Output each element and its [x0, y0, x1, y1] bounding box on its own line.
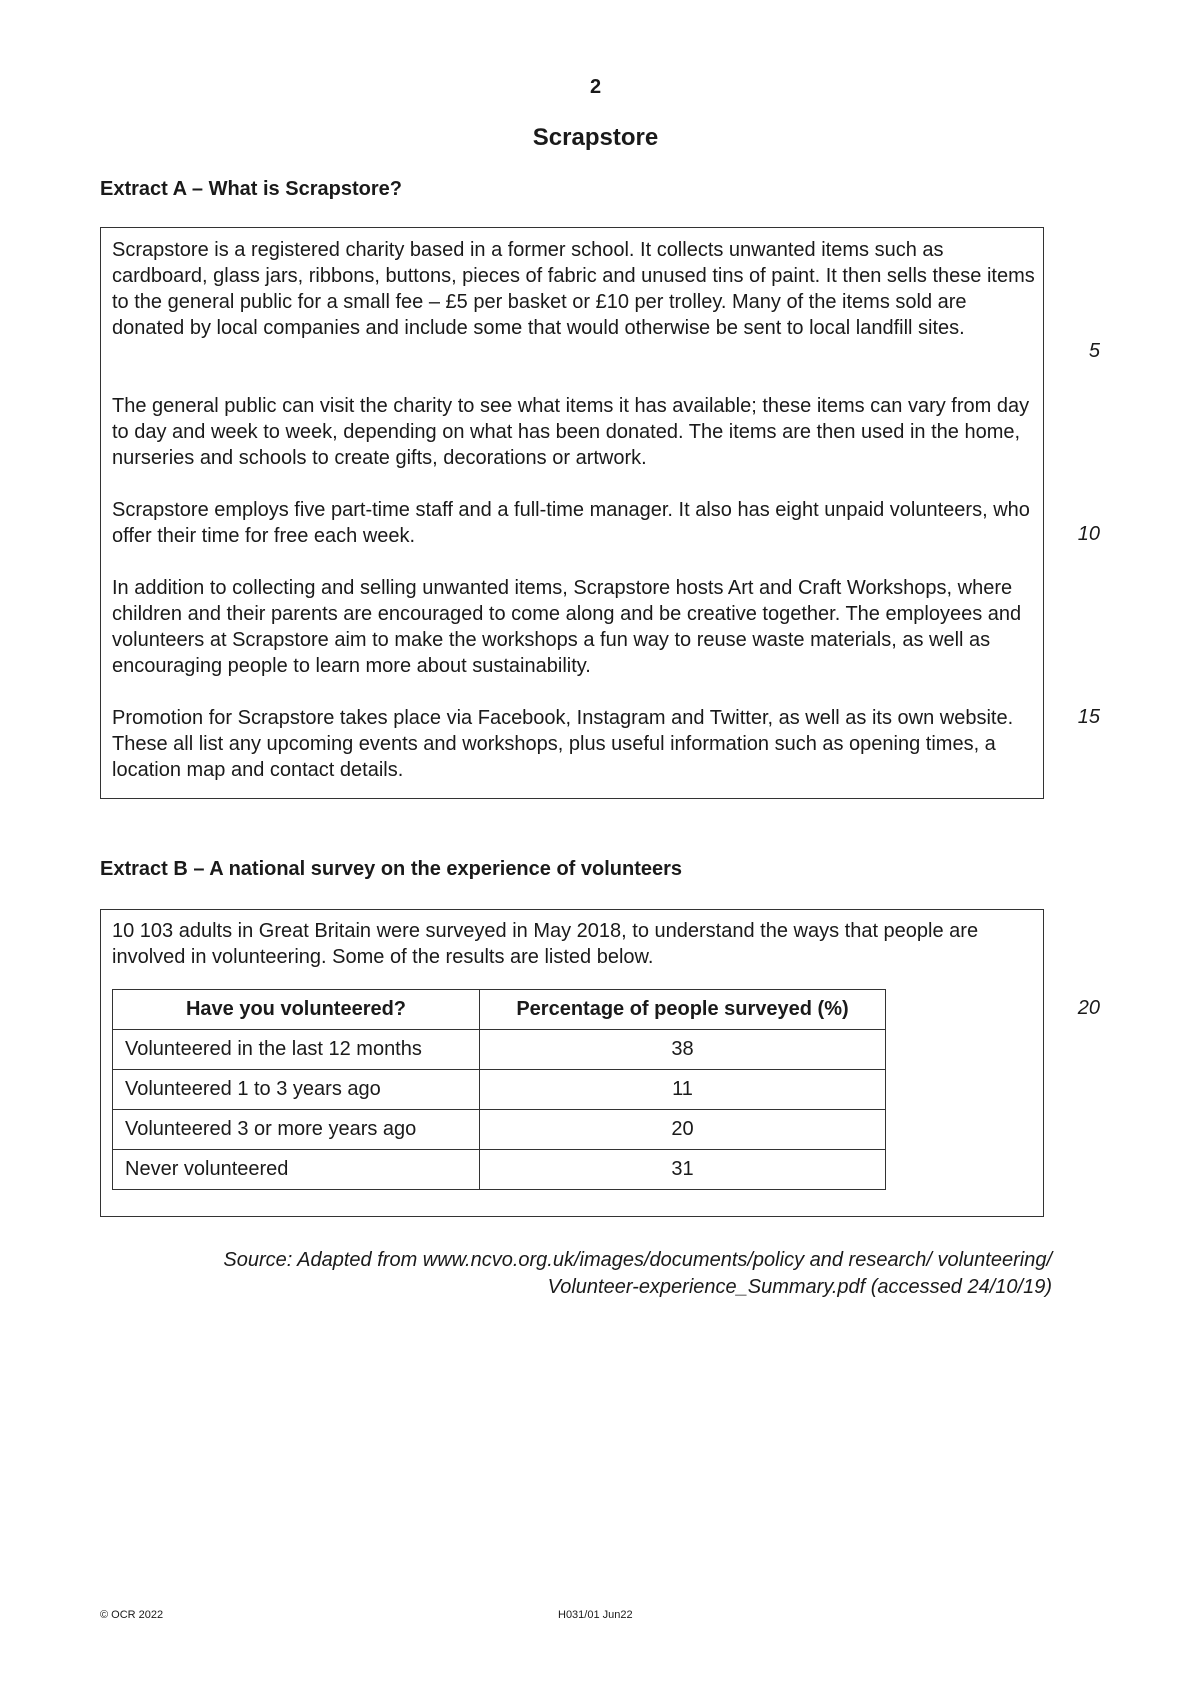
footer-copyright: © OCR 2022 [100, 1609, 164, 1621]
survey-row-label: Never volunteered [113, 1150, 480, 1190]
table-row [113, 1150, 886, 1190]
extract-a-paragraph-3: Scrapstore employs five part-time staff and a full-time manager. It also has eight unpaid volunteers, who offer their time for free each week. [112, 499, 1030, 547]
survey-table-header-row [113, 990, 886, 1030]
survey-row-value: 11 [480, 1070, 886, 1110]
survey-header-percentage: Percentage of people surveyed (%) [480, 990, 886, 1030]
survey-row-label: Volunteered 1 to 3 years ago [113, 1070, 480, 1110]
survey-row-label: Volunteered 3 or more years ago [113, 1110, 480, 1150]
table-row [113, 1070, 886, 1110]
source-line-1: Source: Adapted from www.ncvo.org.uk/images/documents/policy and research/ volunteering/ [223, 1249, 1052, 1271]
document-title: Scrapstore [532, 124, 659, 151]
extract-a-paragraph-2: The general public can visit the charity to see what items it has available; these items can vary from day to day and week to week, depending on what has been donated. The items are then used in the home, nurseries and schools to create gifts, decorations or artwork. [112, 395, 1030, 469]
survey-row-label: Volunteered in the last 12 months [113, 1030, 480, 1070]
survey-row-value: 38 [480, 1030, 886, 1070]
extract-b-heading: Extract B – A national survey on the experience of volunteers [100, 858, 683, 880]
page-number: 2 [589, 76, 602, 98]
extract-b-intro: 10 103 adults in Great Britain were surveyed in May 2018, to understand the ways that people are involved in volunteering. Some of the results are listed below. [112, 920, 979, 968]
table-row [113, 1110, 886, 1150]
survey-row-value: 31 [480, 1150, 886, 1190]
line-number-15: 15 [1077, 706, 1100, 728]
survey-row-value: 20 [480, 1110, 886, 1150]
table-row [113, 1030, 886, 1070]
extract-a-paragraph-5: Promotion for Scrapstore takes place via Facebook, Instagram and Twitter, as well as its own website. These all list any upcoming events and workshops, plus useful information such as opening times, a location map and contact details. [112, 707, 1014, 781]
extract-a-heading: Extract A – What is Scrapstore? [100, 178, 402, 200]
source-citation [100, 1247, 1052, 1301]
survey-table [112, 989, 886, 1190]
extract-a-paragraph-4: In addition to collecting and selling unwanted items, Scrapstore hosts Art and Craft Workshops, where children and their parents are encouraged to come along and be creative together. The employees and volunteers at Scrapstore aim to make the workshops a fun way to reuse waste materials, as well as encouraging people to learn more about sustainability. [112, 577, 1022, 677]
extract-a-paragraph-1: Scrapstore is a registered charity based in a former school. It collects unwanted items such as cardboard, glass jars, ribbons, buttons, pieces of fabric and unused tins of paint. It then sells these items to the general public for a small fee – £5 per basket or £10 per trolley. Many of the items sold are donated by local companies and include some that would otherwise be sent to local landfill sites. [112, 239, 1035, 339]
source-line-2: Volunteer-experience_Summary.pdf (accessed 24/10/19) [547, 1276, 1052, 1298]
line-number-5: 5 [1088, 340, 1100, 362]
line-number-10: 10 [1077, 523, 1100, 545]
line-number-20: 20 [1077, 997, 1100, 1019]
footer-paper-code: H031/01 Jun22 [558, 1609, 633, 1621]
survey-header-question: Have you volunteered? [113, 990, 480, 1030]
